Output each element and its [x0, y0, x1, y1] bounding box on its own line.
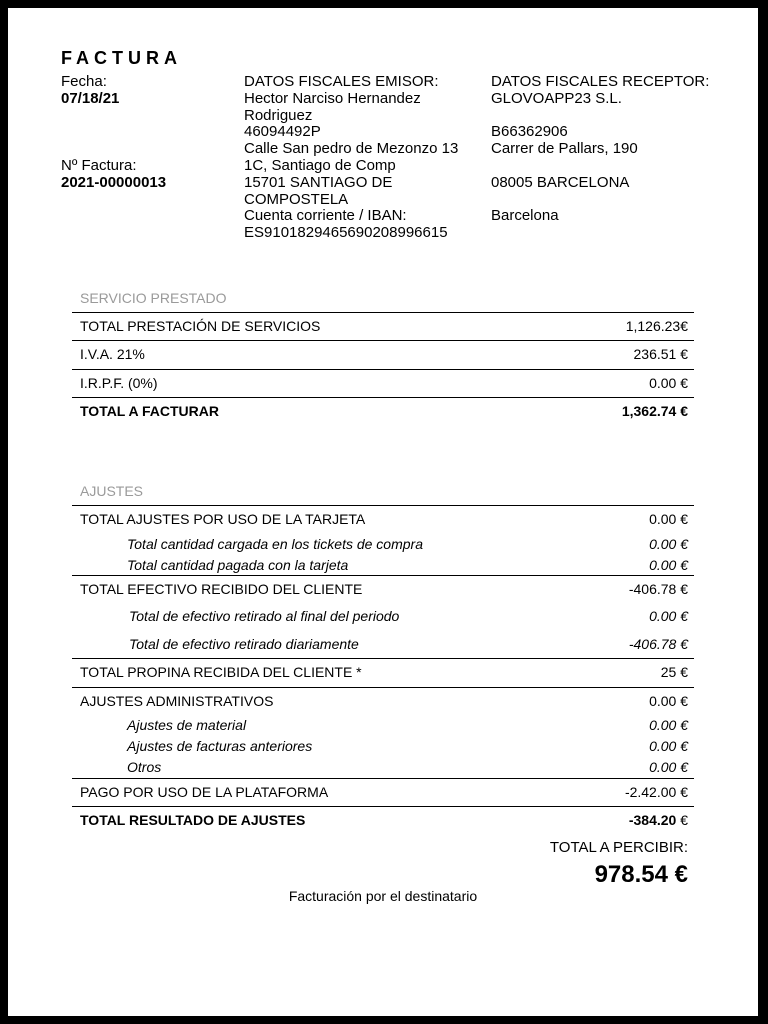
issuer-line: COMPOSTELA: [244, 190, 349, 208]
card-sub-row: [72, 554, 694, 575]
invoice-number: [61, 158, 166, 192]
row-value: -2.42.00 €: [624, 784, 688, 800]
issuer-heading: DATOS FISCALES EMISOR:: [244, 73, 439, 90]
row-value: -406.78 €: [628, 636, 688, 652]
date-value: 07/18/21: [61, 89, 120, 107]
issuer-line: Hector Narciso Hernandez: [244, 89, 421, 107]
date-label: Fecha:: [61, 73, 107, 90]
adjustments-result-row: [72, 806, 694, 834]
row-label: PAGO POR USO DE LA PLATAFORMA: [80, 784, 329, 800]
issuer-line: 46094492P: [244, 123, 321, 141]
invoice-page: [8, 8, 758, 1016]
card-sub-row: [72, 533, 694, 554]
row-label: Otros: [127, 758, 162, 775]
result-amount: -384.20: [628, 812, 677, 828]
cash-sub-row: [72, 632, 694, 656]
services-row: [72, 340, 694, 368]
services-row: [72, 369, 694, 397]
row-label: I.V.A. 21%: [80, 346, 145, 362]
row-value: 1,362.74 €: [621, 403, 688, 419]
admin-sub-row: [72, 714, 694, 735]
issuer-block: [244, 74, 458, 242]
row-value: 0.00 €: [649, 556, 688, 573]
row-value: 0.00 €: [649, 693, 688, 709]
platform-row: [72, 778, 694, 806]
row-value: -406.78 €: [628, 581, 688, 597]
footer-note: Facturación por el destinatario: [288, 888, 478, 904]
receiver-tax-id: B66362906: [491, 123, 568, 141]
total-value: 978.54 €: [594, 861, 688, 888]
receiver-heading: DATOS FISCALES RECEPTOR:: [491, 73, 710, 90]
issuer-line: Calle San pedro de Mezonzo 13: [244, 140, 459, 158]
row-label: I.R.P.F. (0%): [80, 375, 158, 391]
issuer-line: ES9101829465690208996615: [244, 224, 448, 242]
row-value-wrap: [629, 812, 688, 828]
receiver-city: Barcelona: [491, 207, 559, 225]
row-label: Total de efectivo retirado al final del periodo: [129, 608, 400, 624]
issuer-line: 1C, Santiago de Comp: [244, 156, 396, 174]
row-label: TOTAL A FACTURAR: [80, 403, 219, 419]
row-label: TOTAL EFECTIVO RECIBIDO DEL CLIENTE: [80, 581, 363, 597]
issuer-line: 15701 SANTIAGO DE: [244, 173, 393, 191]
cash-total-row: [72, 575, 694, 603]
receiver-block: [491, 74, 709, 225]
admin-total-row: [72, 687, 694, 715]
invoice-meta: [61, 74, 119, 108]
services-total-row: [72, 397, 694, 425]
row-value: 0.00 €: [649, 716, 688, 733]
number-value: 2021-00000013: [61, 173, 167, 191]
row-label: TOTAL AJUSTES POR USO DE LA TARJETA: [80, 511, 366, 527]
total-label: TOTAL A PERCIBIR:: [549, 839, 688, 856]
row-value: 0.00 €: [649, 535, 688, 552]
services-row: [72, 312, 694, 340]
admin-sub-row: [72, 735, 694, 756]
receiver-name: GLOVOAPP23 S.L.: [491, 89, 622, 107]
cash-sub-row: [72, 604, 694, 628]
admin-sub-row: [72, 756, 694, 777]
services-heading: SERVICIO PRESTADO: [80, 290, 227, 306]
card-total-row: [72, 505, 694, 533]
row-label: Ajustes de facturas anteriores: [127, 737, 313, 754]
result-currency: €: [680, 812, 688, 828]
row-value: 25 €: [660, 664, 688, 680]
adjustments-heading: AJUSTES: [80, 483, 144, 499]
row-label: Ajustes de material: [127, 716, 247, 733]
row-label: TOTAL PROPINA RECIBIDA DEL CLIENTE *: [80, 664, 362, 680]
issuer-line: Cuenta corriente / IBAN:: [244, 207, 407, 225]
issuer-line: Rodriguez: [244, 106, 313, 124]
row-value: 0.00 €: [649, 608, 688, 624]
row-value: 0.00 €: [649, 375, 688, 391]
row-label: Total cantidad cargada en los tickets de compra: [127, 535, 423, 552]
tip-total-row: [72, 658, 694, 686]
row-label: TOTAL RESULTADO DE AJUSTES: [80, 812, 306, 828]
row-label: AJUSTES ADMINISTRATIVOS: [80, 693, 274, 709]
row-value: 0.00 €: [649, 737, 688, 754]
row-label: TOTAL PRESTACIÓN DE SERVICIOS: [80, 318, 321, 334]
row-label: Total de efectivo retirado diariamente: [129, 636, 359, 652]
invoice-title: FACTURA: [61, 48, 182, 68]
number-label: Nº Factura:: [61, 157, 137, 174]
row-value: 236.51 €: [633, 346, 688, 362]
row-value: 0.00 €: [649, 758, 688, 775]
row-label: Total cantidad pagada con la tarjeta: [127, 556, 349, 573]
row-value: 0.00 €: [649, 511, 688, 527]
receiver-postal: 08005 BARCELONA: [491, 173, 630, 191]
receiver-address: Carrer de Pallars, 190: [491, 140, 638, 158]
row-value: 1,126.23€: [625, 318, 688, 334]
